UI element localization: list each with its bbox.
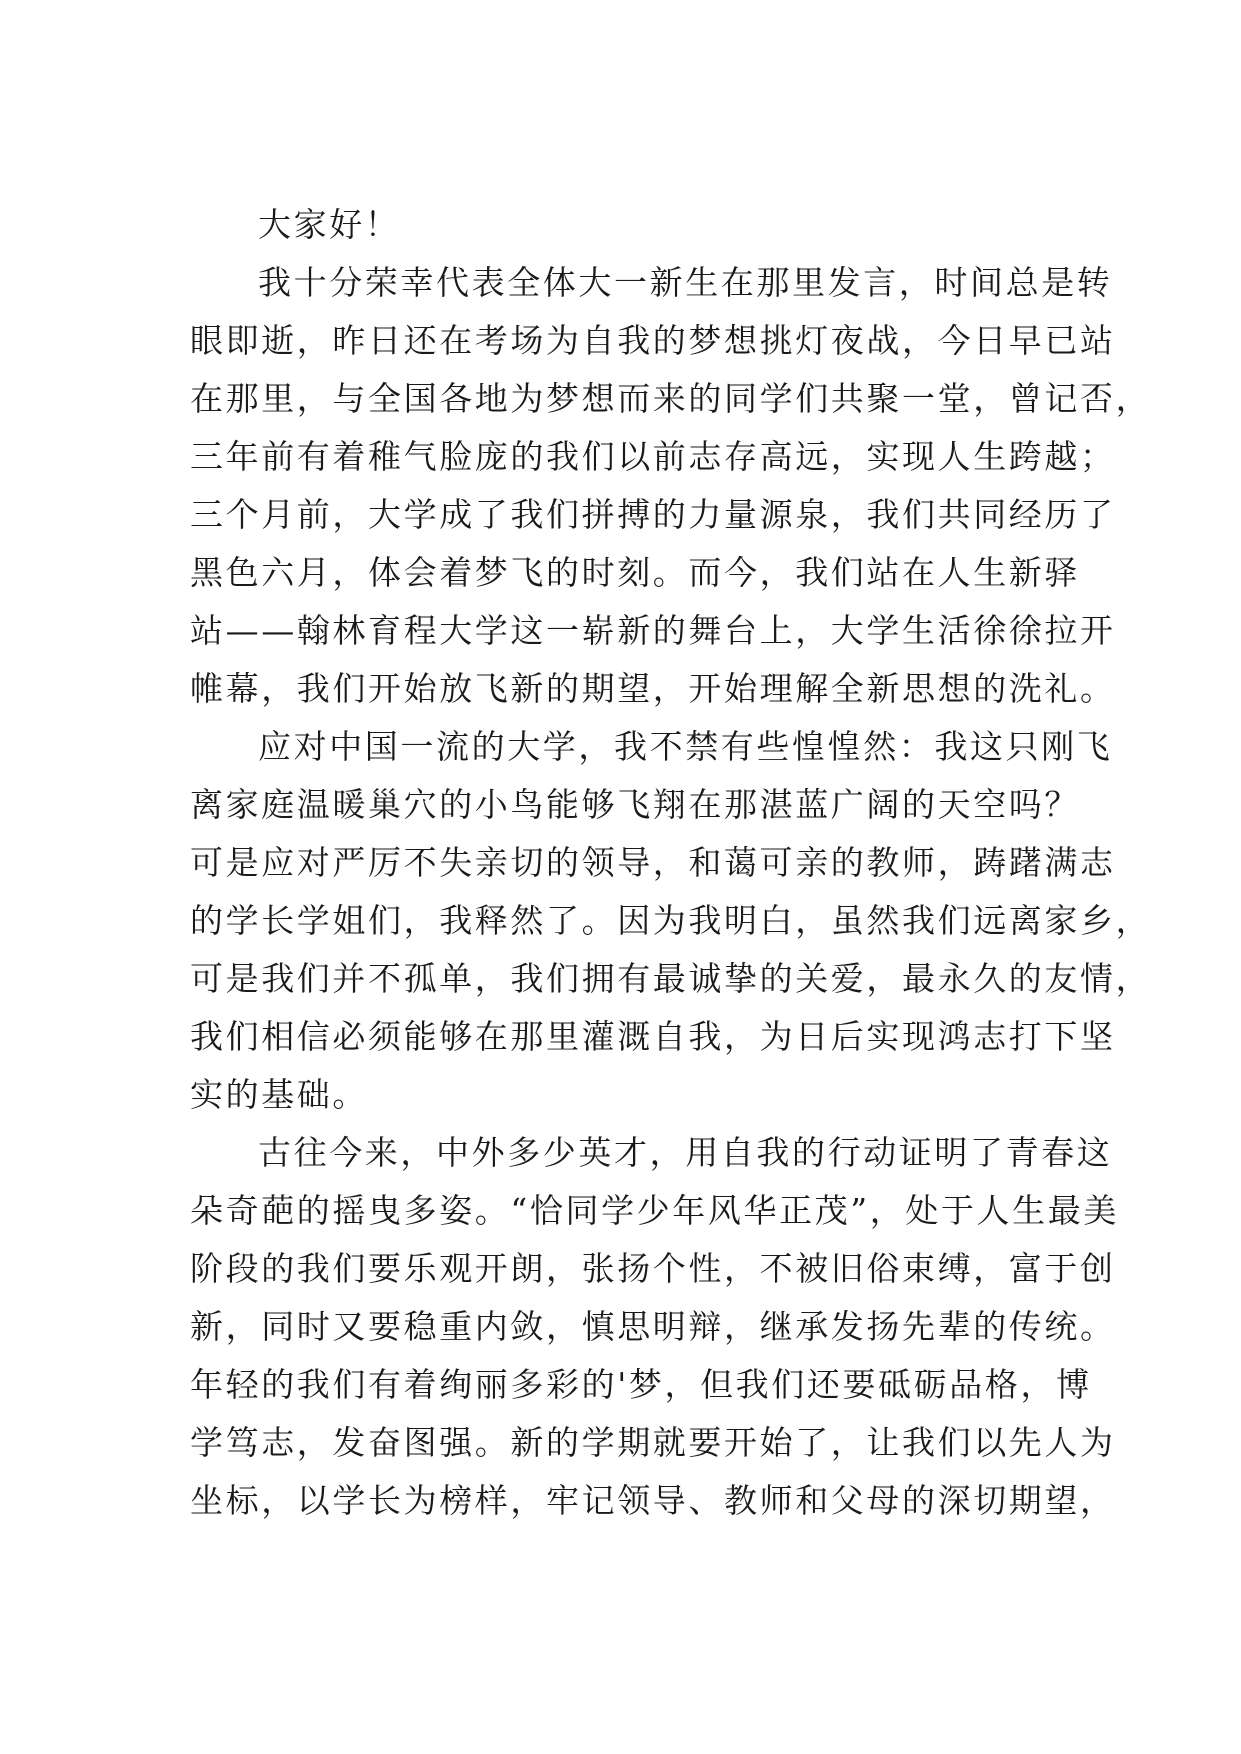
paragraph-3-line: 学笃志，发奋图强。新的学期就要开始了，让我们以先人为 [190,1423,1116,1462]
paragraph-3-line: 朵奇葩的摇曳多姿。“恰同学少年风华正茂”，处于人生最美 [190,1191,1119,1230]
paragraph-3-line: 坐标，以学长为榜样，牢记领导、教师和父母的深切期望， [190,1481,1116,1520]
paragraph-2-line: 实的基础。 [190,1075,368,1114]
paragraph-1-line: 帷幕，我们开始放飞新的期望，开始理解全新思想的洗礼。 [190,669,1116,708]
paragraph-3-line: 阶段的我们要乐观开朗，张扬个性，不被旧俗束缚，富于创 [190,1249,1116,1288]
paragraph-1-line: 我十分荣幸代表全体大一新生在那里发言，时间总是转 [258,263,1113,302]
paragraph-3-line: 新，同时又要稳重内敛，慎思明辩，继承发扬先辈的传统。 [190,1307,1116,1346]
paragraph-2-line: 应对中国一流的大学，我不禁有些惶惶然：我这只刚飞 [258,727,1113,766]
paragraph-2-line: 可是我们并不孤单，我们拥有最诚挚的关爱，最永久的友情， [190,959,1152,998]
paragraph-1-line: 三个月前，大学成了我们拼搏的力量源泉，我们共同经历了 [190,495,1116,534]
paragraph-3-line: 年轻的我们有着绚丽多彩的'梦，但我们还要砥砺品格，博 [190,1365,1092,1404]
paragraph-2-line: 的学长学姐们，我释然了。因为我明白，虽然我们远离家乡， [190,901,1152,940]
paragraph-1-line: 站——翰林育程大学这一崭新的舞台上，大学生活徐徐拉开 [190,611,1116,650]
paragraph-1-line: 眼即逝，昨日还在考场为自我的梦想挑灯夜战，今日早已站 [190,321,1116,360]
paragraph-2-line: 我们相信必须能够在那里灌溉自我，为日后实现鸿志打下坚 [190,1017,1116,1056]
paragraph-1-line: 黑色六月，体会着梦飞的时刻。而今，我们站在人生新驿 [190,553,1080,592]
speech-body [190,196,1152,1530]
paragraph-2-line: 可是应对严厉不失亲切的领导，和蔼可亲的教师，踌躇满志 [190,843,1116,882]
paragraph-2-line: 离家庭温暖巢穴的小鸟能够飞翔在那湛蓝广阔的天空吗？ [190,785,1080,824]
paragraph-3-line: 古往今来，中外多少英才，用自我的行动证明了青春这 [258,1133,1113,1172]
paragraph-1-line: 在那里，与全国各地为梦想而来的同学们共聚一堂，曾记否， [190,379,1152,418]
greeting: 大家好！ [258,205,401,244]
paragraph-1-line: 三年前有着稚气脸庞的我们以前志存高远，实现人生跨越； [190,437,1116,476]
